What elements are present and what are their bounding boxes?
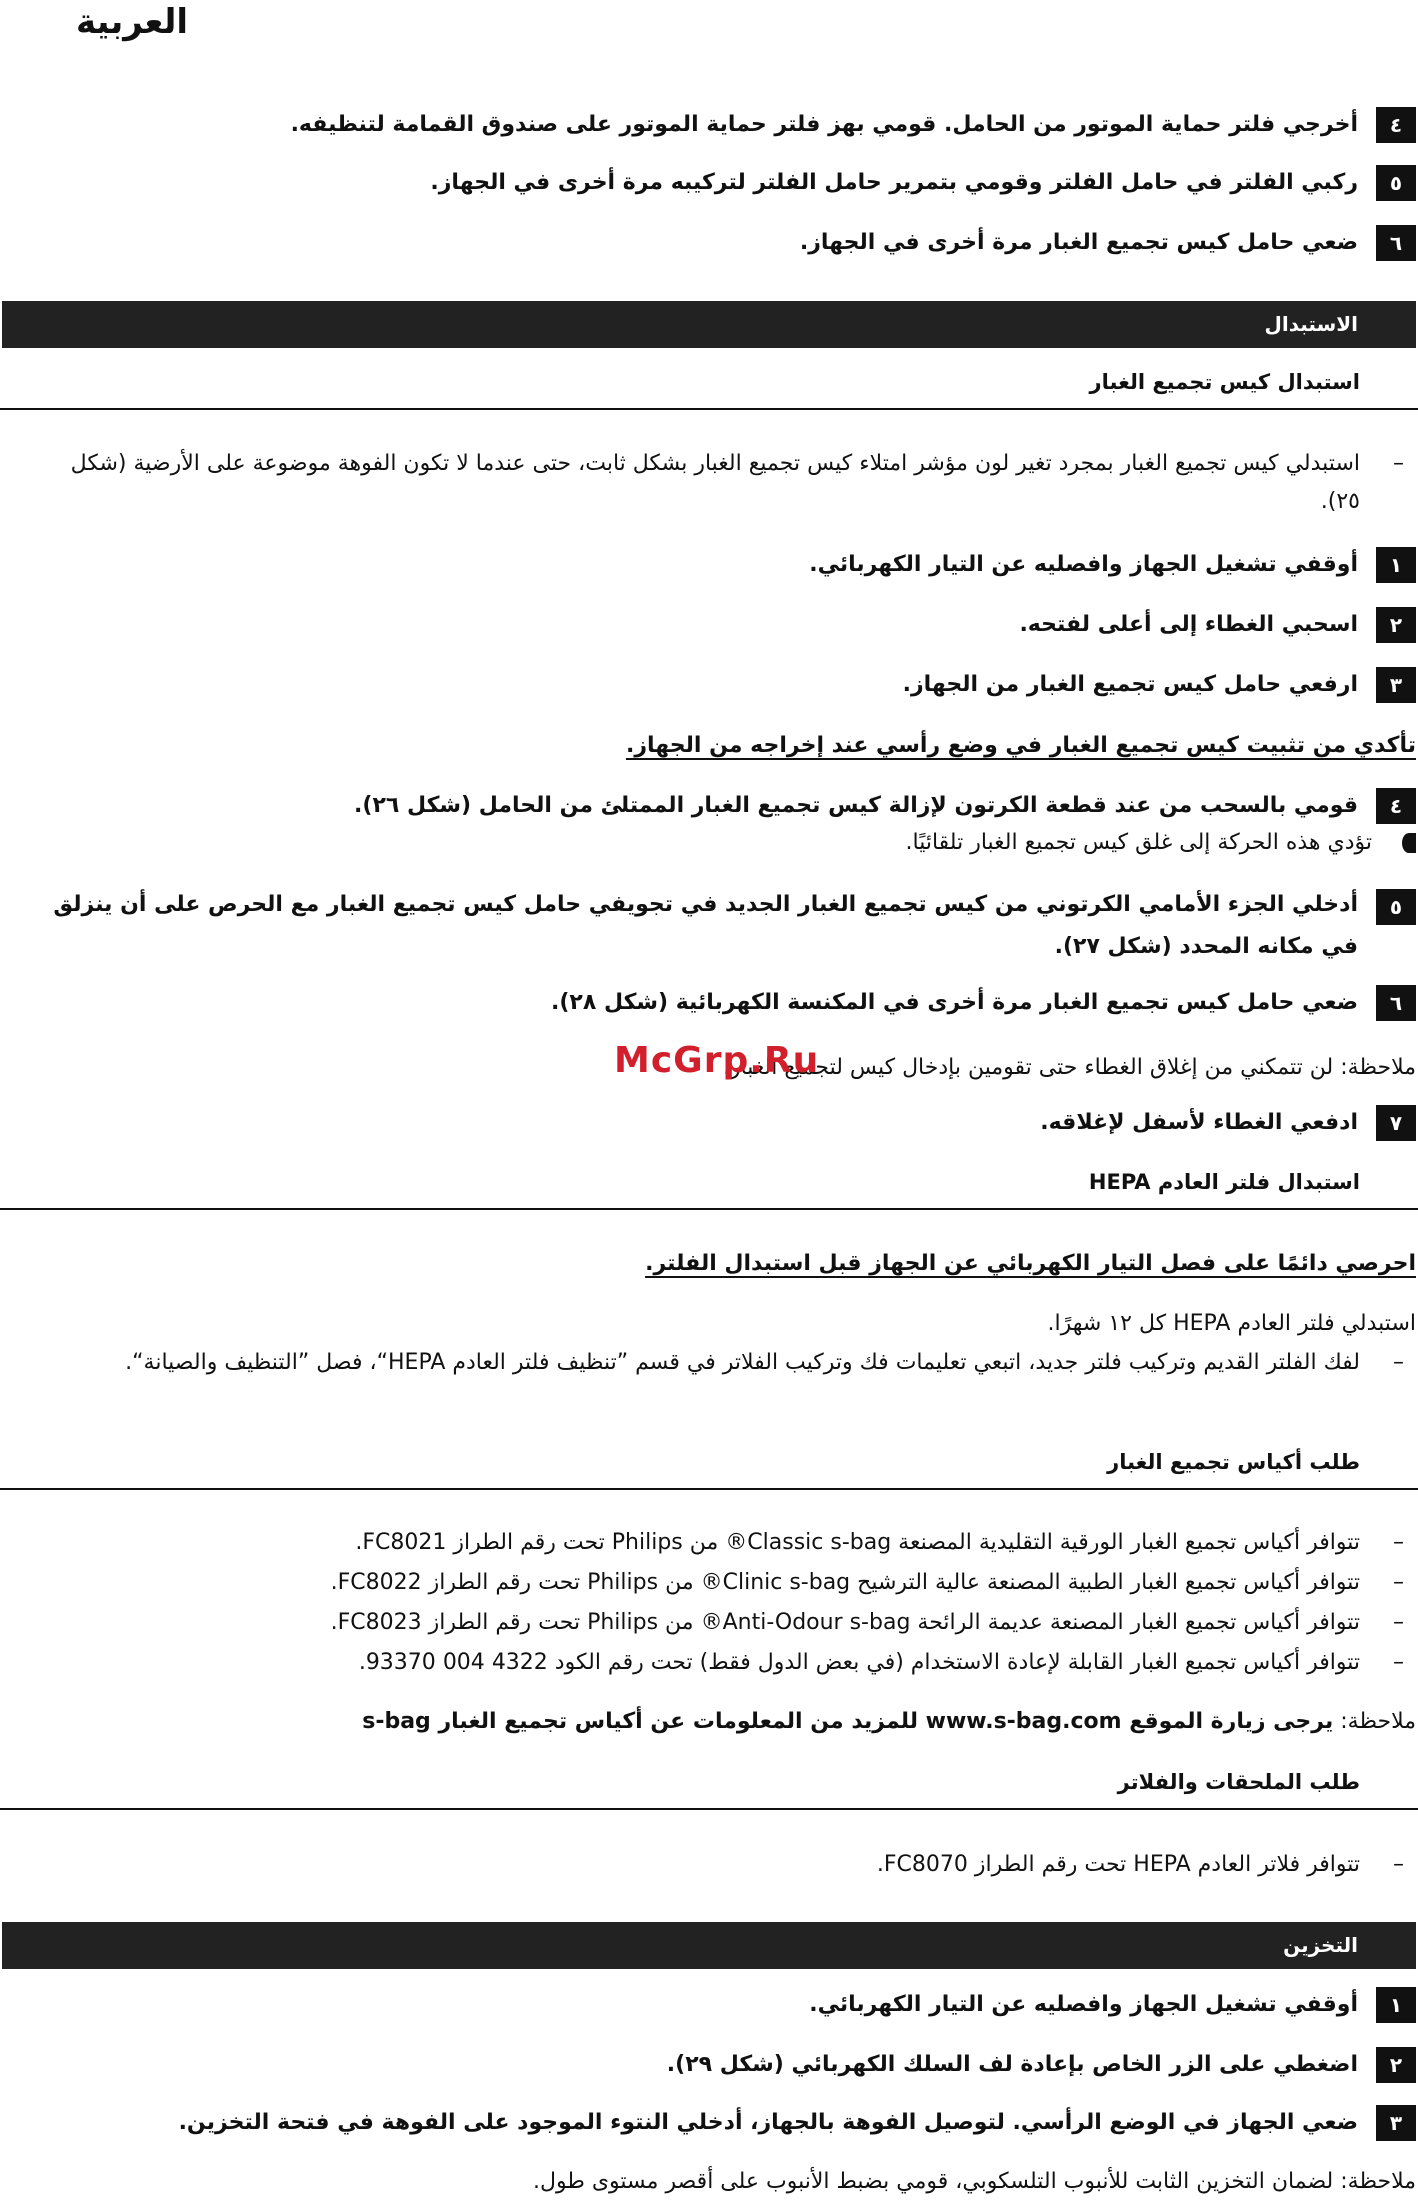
bullet-text: تتوافر أكياس تجميع الغبار المصنعة عديمة الرائحة Anti-Odour s-bag® من Philips تحت رقم الطراز FC8023.: [330, 1610, 1360, 1635]
step-text: ارفعي حامل كيس تجميع الغبار من الجهاز.: [902, 672, 1358, 697]
step-2: [32, 2040, 1418, 2092]
step-5b: [32, 882, 1418, 972]
step-1: [32, 1980, 1418, 2032]
hepa-interval: استبدلي فلتر العادم HEPA كل ١٢ شهرًا.: [1047, 1311, 1416, 1336]
dash-marker: –: [1393, 1350, 1404, 1375]
dash-marker: –: [1393, 1530, 1404, 1555]
step-7: [32, 1098, 1418, 1150]
step-4: [32, 100, 1418, 152]
step-text: اسحبي الغطاء إلى أعلى لفتحه.: [1019, 612, 1358, 637]
bullet-text: تتوافر فلاتر العادم HEPA تحت رقم الطراز FC8070.: [876, 1852, 1360, 1877]
step-number: ٣: [1376, 2105, 1416, 2141]
step-text: أدخلي الجزء الأمامي الكرتوني من كيس تجميع الغبار الجديد في تجويفي حامل كيس تجميع الغبار مع الحرص على أن ينزلق في مكانه المحدد (شكل ٢٧).: [53, 892, 1358, 959]
bullet-dot-icon: [1402, 833, 1416, 853]
step-text: اضغطي على الزر الخاص بإعادة لف السلك الكهربائي (شكل ٢٩).: [666, 2052, 1358, 2077]
step-number: ٢: [1376, 2047, 1416, 2083]
section-title: الاستبدال: [1264, 312, 1358, 336]
step-text: ضعي حامل كيس تجميع الغبار مرة أخرى في المكنسة الكهربائية (شكل ٢٨).: [551, 990, 1358, 1015]
step-text: ركبي الفلتر في حامل الفلتر وقومي بتمرير حامل الفلتر لتركيبه مرة أخرى في الجهاز.: [430, 170, 1358, 195]
step-5: [32, 158, 1418, 210]
dash-marker: –: [1393, 1852, 1404, 1877]
bullet-text: تتوافر أكياس تجميع الغبار القابلة لإعادة الاستخدام (في بعض الدول فقط) تحت رقم الكود 4322 004 93370.: [358, 1650, 1360, 1675]
step-1: [32, 540, 1418, 592]
step-note: تؤدي هذه الحركة إلى غلق كيس تجميع الغبار تلقائيًا.: [905, 830, 1372, 855]
step-number: ١: [1376, 1987, 1416, 2023]
step-number: ١: [1376, 547, 1416, 583]
bullet-text: تتوافر أكياس تجميع الغبار الورقية التقليدية المصنعة Classic s-bag® من Philips تحت رقم الطراز FC8021.: [355, 1530, 1360, 1555]
dash-marker: –: [1393, 451, 1404, 476]
note-text: لضمان التخزين الثابت للأنبوب التلسكوبي، قومي بضبط الأنبوب على أقصر مستوى طول.: [532, 2169, 1334, 2194]
step-2: [32, 600, 1418, 652]
bullet-text: تتوافر أكياس تجميع الغبار الطبية المصنعة عالية الترشيح Clinic s-bag® من Philips تحت رقم الطراز FC8022.: [330, 1570, 1360, 1595]
step-6: [32, 218, 1418, 270]
subsection-title: استبدال كيس تجميع الغبار: [1089, 370, 1360, 394]
bullet-text: استبدلي كيس تجميع الغبار بمجرد تغير لون مؤشر امتلاء كيس تجميع الغبار بشكل ثابت، حتى عندما لا تكون الفوهة موضوعة على الأرضية (شكل ٢٥).: [70, 451, 1360, 514]
subsection-hepa: [0, 1162, 1418, 1210]
subsection-title: طلب أكياس تجميع الغبار: [1107, 1450, 1360, 1474]
caution-text: تأكدي من تثبيت كيس تجميع الغبار في وضع رأسي عند إخراجه من الجهاز.: [625, 733, 1416, 758]
step-number: ٦: [1376, 225, 1416, 261]
step-number: ٤: [1376, 107, 1416, 143]
dash-marker: –: [1393, 1570, 1404, 1595]
section-replacement: [2, 301, 1416, 348]
step-number: ٥: [1376, 889, 1416, 925]
note-label: ملاحظة:: [1340, 1709, 1416, 1734]
bullet-item: [40, 1846, 1418, 1884]
step-text: قومي بالسحب من عند قطعة الكرتون لإزالة كيس تجميع الغبار الممتلئ من الحامل (شكل ٢٦).: [354, 793, 1358, 818]
dash-marker: –: [1393, 1650, 1404, 1675]
step-3: [32, 2098, 1418, 2150]
step-3: [32, 660, 1418, 712]
step-number: ٥: [1376, 165, 1416, 201]
note-label: ملاحظة:: [1340, 1055, 1416, 1080]
dash-marker: –: [1393, 1610, 1404, 1635]
step-number: ٦: [1376, 985, 1416, 1021]
subsection-dust-bag: [0, 362, 1418, 410]
page-title: العربية: [76, 2, 189, 42]
step-text: أوقفي تشغيل الجهاز وافصليه عن التيار الكهربائي.: [809, 1992, 1358, 2017]
bullet-item: [40, 445, 1418, 525]
bullet-item: [40, 1604, 1418, 1642]
section-storage: [2, 1922, 1416, 1969]
step-text: ضعي الجهاز في الوضع الرأسي. لتوصيل الفوهة بالجهاز، أدخلي النتوء الموجود على الفوهة في فتحة التخزين.: [178, 2110, 1358, 2135]
step-6b: [32, 978, 1418, 1030]
note: [0, 2162, 1416, 2202]
step-text: أوقفي تشغيل الجهاز وافصليه عن التيار الكهربائي.: [809, 552, 1358, 577]
subsection-ordering-accessories: [0, 1762, 1418, 1810]
note-text: لن تتمكني من إغلاق الغطاء حتى تقومين بإدخال كيس لتجميع الغبار.: [722, 1055, 1334, 1080]
bullet-item: [40, 1564, 1418, 1602]
bullet-item: [40, 1524, 1418, 1562]
step-text: ادفعي الغطاء لأسفل لإغلاقه.: [1040, 1110, 1358, 1135]
step-number: ٢: [1376, 607, 1416, 643]
step-number: ٣: [1376, 667, 1416, 703]
bullet-text: لفك الفلتر القديم وتركيب فلتر جديد، اتبعي تعليمات فك وتركيب الفلاتر في قسم ”تنظيف فلتر العادم HEPA“، فصل ”التنظيف والصيانة“.: [125, 1350, 1360, 1375]
bullet-item: [100, 1344, 1418, 1424]
step-number: ٤: [1376, 788, 1416, 824]
note-text: يرجى زيارة الموقع www.s-bag.com للمزيد من المعلومات عن أكياس تجميع الغبار s-bag: [362, 1709, 1334, 1734]
watermark: McGrp.Ru: [614, 1040, 820, 1081]
section-title: التخزين: [1283, 1933, 1358, 1957]
bullet-item: [40, 1644, 1418, 1682]
warning-text: احرصي دائمًا على فصل التيار الكهربائي عن الجهاز قبل استبدال الفلتر.: [645, 1251, 1416, 1276]
step-text: أخرجي فلتر حماية الموتور من الحامل. قومي بهز فلتر حماية الموتور على صندوق القمامة لتنظيفه.: [290, 112, 1358, 137]
note: [0, 1702, 1416, 1742]
step-text: ضعي حامل كيس تجميع الغبار مرة أخرى في الجهاز.: [799, 230, 1358, 255]
subsection-title: طلب الملحقات والفلاتر: [1117, 1770, 1360, 1794]
note-label: ملاحظة:: [1340, 2169, 1416, 2194]
subsection-ordering-bags: [0, 1442, 1418, 1490]
subsection-title: استبدال فلتر العادم HEPA: [1088, 1170, 1360, 1194]
step-number: ٧: [1376, 1105, 1416, 1141]
